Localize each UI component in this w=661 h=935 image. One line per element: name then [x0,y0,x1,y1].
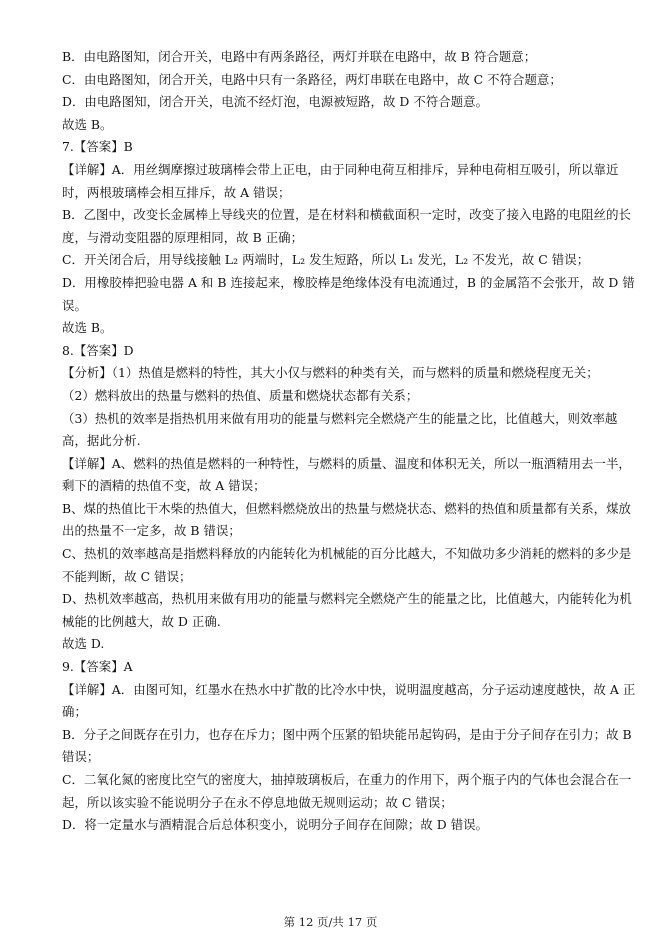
text-line: B、煤的热值比干木柴的热值大，但燃料燃烧放出的热量与燃烧状态、燃料的热值和质量都有关系，煤放 [62,500,631,516]
text-line: 械能的比例越大，故 D 正确. [62,613,221,629]
text-line: 确； [62,704,87,720]
text-line: C、热机的效率越高是指燃料释放的内能转化为机械能的百分比越大，不知做功多少消耗的燃料的多少是 [62,546,632,562]
text-line: 时，两根玻璃棒会相互排斥，故 A 错误； [62,184,291,200]
text-line: 出的热量不一定多，故 B 错误； [62,523,241,539]
text-line: 剩下的酒精的热值不变，故 A 错误； [62,478,266,494]
text-line: 不能判断，故 C 错误； [62,568,192,584]
text-line: 起，所以该实验不能说明分子在永不停息地做无规则运动；故 C 错误； [62,794,453,810]
text-line: B．由电路图知，闭合开关，电路中有两条路径，两灯并联在电路中，故 B 符合题意； [62,49,537,64]
text-line: 9.【答案】A [62,659,133,675]
text-line: 【详解】A．用丝绸摩擦过玻璃棒会带上正电，由于同种电荷互相排斥，异种电荷相互吸引，所以靠近 [62,161,619,177]
text-line: 错误； [62,749,100,765]
text-line: （2）燃料放出的热量与燃料的热值、质量和燃烧状态都有关系； [62,387,419,403]
text-line: 【详解】A、燃料的热值是燃料的一种特性，与燃料的质量、温度和体积无关，所以一瓶酒精用去一半， [62,455,631,471]
text-line: 故选 D. [62,636,105,652]
text-line: 【分析】（1）热值是燃料的特性，其大小仅与燃料的种类有关，而与燃料的质量和燃烧程度无关； [62,365,599,381]
text-line: D．将一定量水与酒精混合后总体积变小，说明分子间存在间隙；故 D 错误。 [62,817,489,833]
text-line: （3）热机的效率是指热机用来做有用功的能量与燃料完全燃烧产生的能量之比，比值越大，则效率越 [62,410,618,426]
text-line: 8.【答案】D [62,342,134,358]
text-line: 7.【答案】B [62,139,133,155]
text-line: D、热机效率越高，热机用来做有用功的能量与燃料完全燃烧产生的能量之比，比值越大，内能转化为机 [62,591,632,607]
text-line: 【详解】A．由图可知，红墨水在热水中扩散的比冷水中快，说明温度越高，分子运动速度越快，故 A 正 [62,681,636,697]
text-line: B．乙图中，改变长金属棒上导线夹的位置，是在材料和横截面积一定时，改变了接入电路的电阻丝的长 [62,207,631,223]
text-line: 故选 B。 [62,116,113,132]
page-footer: 第 12 页/共 17 页 [283,915,378,929]
text-line: C．二氧化氮的密度比空气的密度大，抽掉玻璃板后，在重力的作用下，两个瓶子内的气体也会混合在一 [62,772,632,787]
text-line: 误。 [62,297,87,313]
text-line: 故选 B。 [62,320,113,336]
text-line: 度，与滑动变阻器的原理相同，故 B 正确； [62,229,304,245]
text-line: C．开关闭合后，用导线接触 L₂ 两端时，L₂ 发生短路，所以 L₁ 发光，L₂ 不发光，故 C 错误； [62,252,590,268]
answer-text-body [62,46,636,837]
text-line: D．由电路图知，闭合开关，电流不经灯泡，电源被短路，故 D 不符合题意。 [62,94,489,110]
text-line: D．用橡胶棒把验电器 A 和 B 连接起来，橡胶棒是绝缘体没有电流通过，B 的金属箔不会张开，故 D 错 [62,274,635,290]
text-line: C．由电路图知，闭合开关，电路中只有一条路径，两灯串联在电路中，故 C 不符合题意； [62,71,562,87]
text-line: B．分子之间既存在引力，也存在斥力；图中两个压紧的铅块能吊起钩码，是由于分子间存在引力；故 B [62,726,632,742]
text-line: 高，据此分析. [62,433,141,449]
